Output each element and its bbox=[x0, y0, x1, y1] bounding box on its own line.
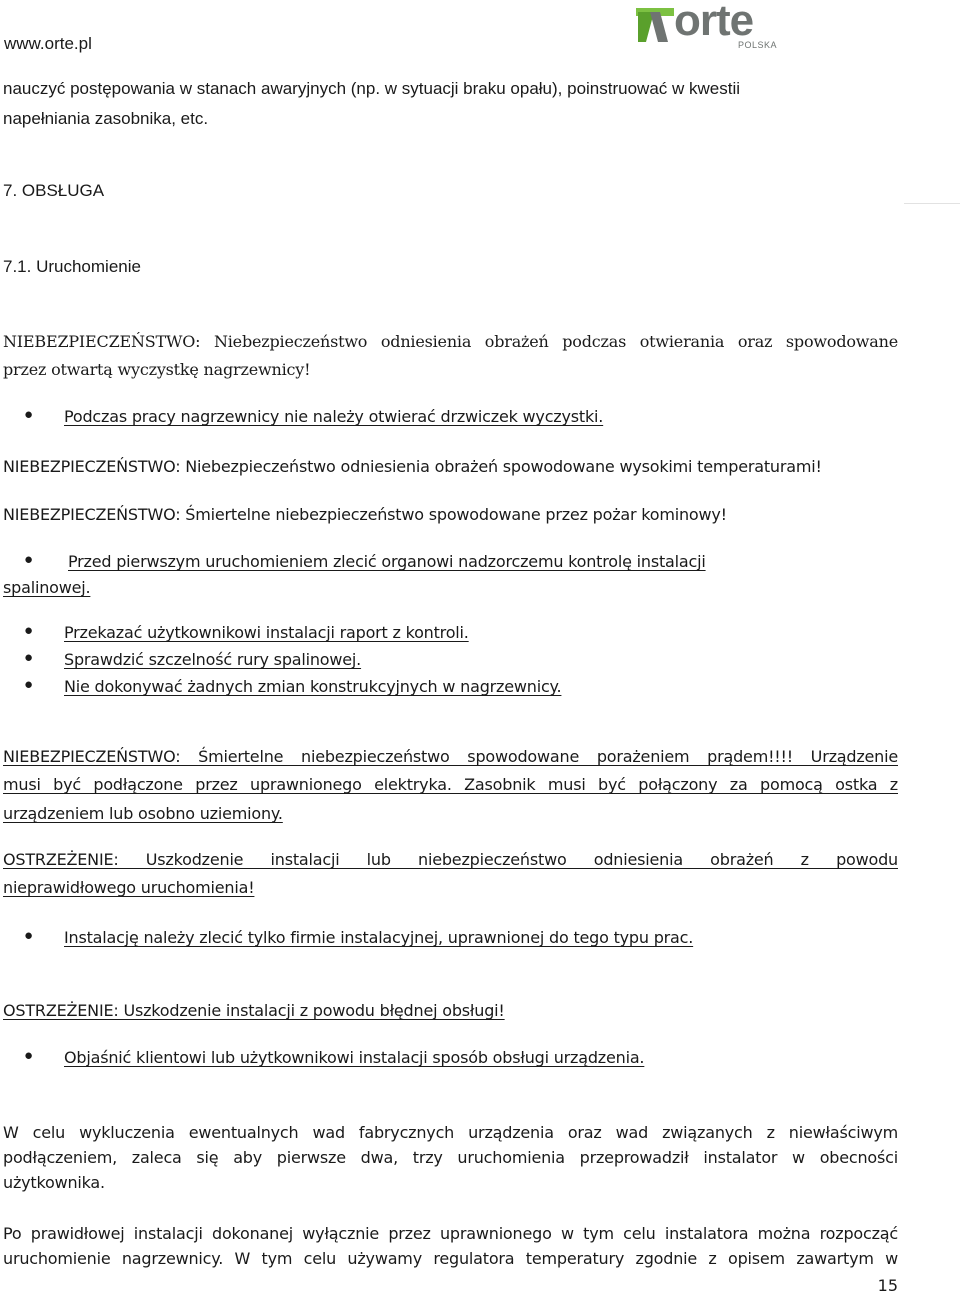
bullet-icon: ● bbox=[24, 622, 34, 639]
bullet-6: Instalację należy zlecić tylko firmie instalacyjnej, uprawnionej do tego typu prac. bbox=[64, 928, 694, 947]
paragraph-1-line-3: użytkownika. bbox=[3, 1173, 105, 1192]
bullet-4: Sprawdzić szczelność rury spalinowej. bbox=[64, 650, 362, 669]
paragraph-1-line-2: podłączeniem, zaleca się aby pierwsze dwa, trzy uruchomienia przeprowadził instalator w obecności bbox=[3, 1148, 898, 1167]
warning-2: OSTRZEŻENIE: Uszkodzenie instalacji z powodu błędnej obsługi! bbox=[3, 1001, 505, 1020]
orte-logo bbox=[634, 2, 784, 54]
intro-line-2: napełniania zasobnika, etc. bbox=[3, 109, 209, 128]
danger-4-line-1: NIEBEZPIECZEŃSTWO: Śmiertelne niebezpieczeństwo spowodowane porażeniem prądem!!!! Urządzenie bbox=[3, 747, 898, 766]
danger-3: NIEBEZPIECZEŃSTWO: Śmiertelne niebezpieczeństwo spowodowane przez pożar kominowy! bbox=[3, 505, 727, 524]
bullet-icon: ● bbox=[24, 551, 34, 568]
logo-wordmark: orte bbox=[674, 0, 754, 45]
danger-4-line-2: musi być podłączone przez uprawnionego elektryka. Zasobnik musi być połączony za pomocą ostka z bbox=[3, 775, 898, 794]
danger-2: NIEBEZPIECZEŃSTWO: Niebezpieczeństwo odniesienia obrażeń spowodowane wysokimi temperaturami! bbox=[3, 457, 822, 476]
logo-subtitle: POLSKA bbox=[738, 40, 778, 50]
bullet-icon: ● bbox=[24, 1047, 34, 1064]
intro-line-1: nauczyć postępowania w stanach awaryjnych (np. w sytuacji braku opału), poinstruować w kwestii bbox=[3, 79, 741, 98]
section-title: 7. OBSŁUGA bbox=[3, 181, 105, 200]
bullet-3: Przekazać użytkownikowi instalacji raport z kontroli. bbox=[64, 623, 469, 642]
paragraph-1-line-1: W celu wykluczenia ewentualnych wad fabrycznych urządzenia oraz wad związanych z niewłaściwym bbox=[3, 1123, 898, 1142]
danger-1-line-2: przez otwartą wyczystkę nagrzewnicy! bbox=[3, 360, 311, 379]
bullet-icon: ● bbox=[24, 676, 34, 693]
bullet-icon: ● bbox=[24, 406, 34, 423]
danger-1-line-1: NIEBEZPIECZEŃSTWO: Niebezpieczeństwo odniesienia obrażeń podczas otwierania oraz spowodowane bbox=[3, 332, 898, 351]
bullet-2-line-2: spalinowej. bbox=[3, 578, 91, 597]
subsection-title: 7.1. Uruchomienie bbox=[3, 257, 141, 276]
bullet-icon: ● bbox=[24, 649, 34, 666]
bullet-5: Nie dokonywać żadnych zmian konstrukcyjnych w nagrzewnicy. bbox=[64, 677, 562, 696]
page-number: 15 bbox=[877, 1276, 898, 1295]
bullet-icon: ● bbox=[24, 927, 34, 944]
danger-4-line-3: urządzeniem lub osobno uziemiony. bbox=[3, 804, 283, 823]
logo-mark-icon bbox=[634, 2, 678, 46]
paragraph-2-line-1: Po prawidłowej instalacji dokonanej wyłącznie przez uprawnionego w tym celu instalatora można rozpocząć bbox=[3, 1224, 898, 1243]
warning-1-line-2: nieprawidłowego uruchomienia! bbox=[3, 878, 255, 897]
bullet-1: Podczas pracy nagrzewnicy nie należy otwierać drzwiczek wyczystki. bbox=[64, 407, 604, 426]
bullet-7: Objaśnić klientowi lub użytkownikowi instalacji sposób obsługi urządzenia. bbox=[64, 1048, 645, 1067]
paragraph-2-line-2: uruchomienie nagrzewnicy. W tym celu używamy regulatora temperatury zgodnie z opisem zawartym w bbox=[3, 1249, 898, 1268]
bullet-2-line-1: Przed pierwszym uruchomieniem zlecić organowi nadzorczemu kontrolę instalacji bbox=[68, 552, 706, 571]
header-url[interactable]: www.orte.pl bbox=[4, 34, 92, 53]
warning-1-line-1: OSTRZEŻENIE: Uszkodzenie instalacji lub niebezpieczeństwo odniesienia obrażeń z powodu bbox=[3, 850, 898, 869]
header-divider bbox=[904, 203, 960, 204]
